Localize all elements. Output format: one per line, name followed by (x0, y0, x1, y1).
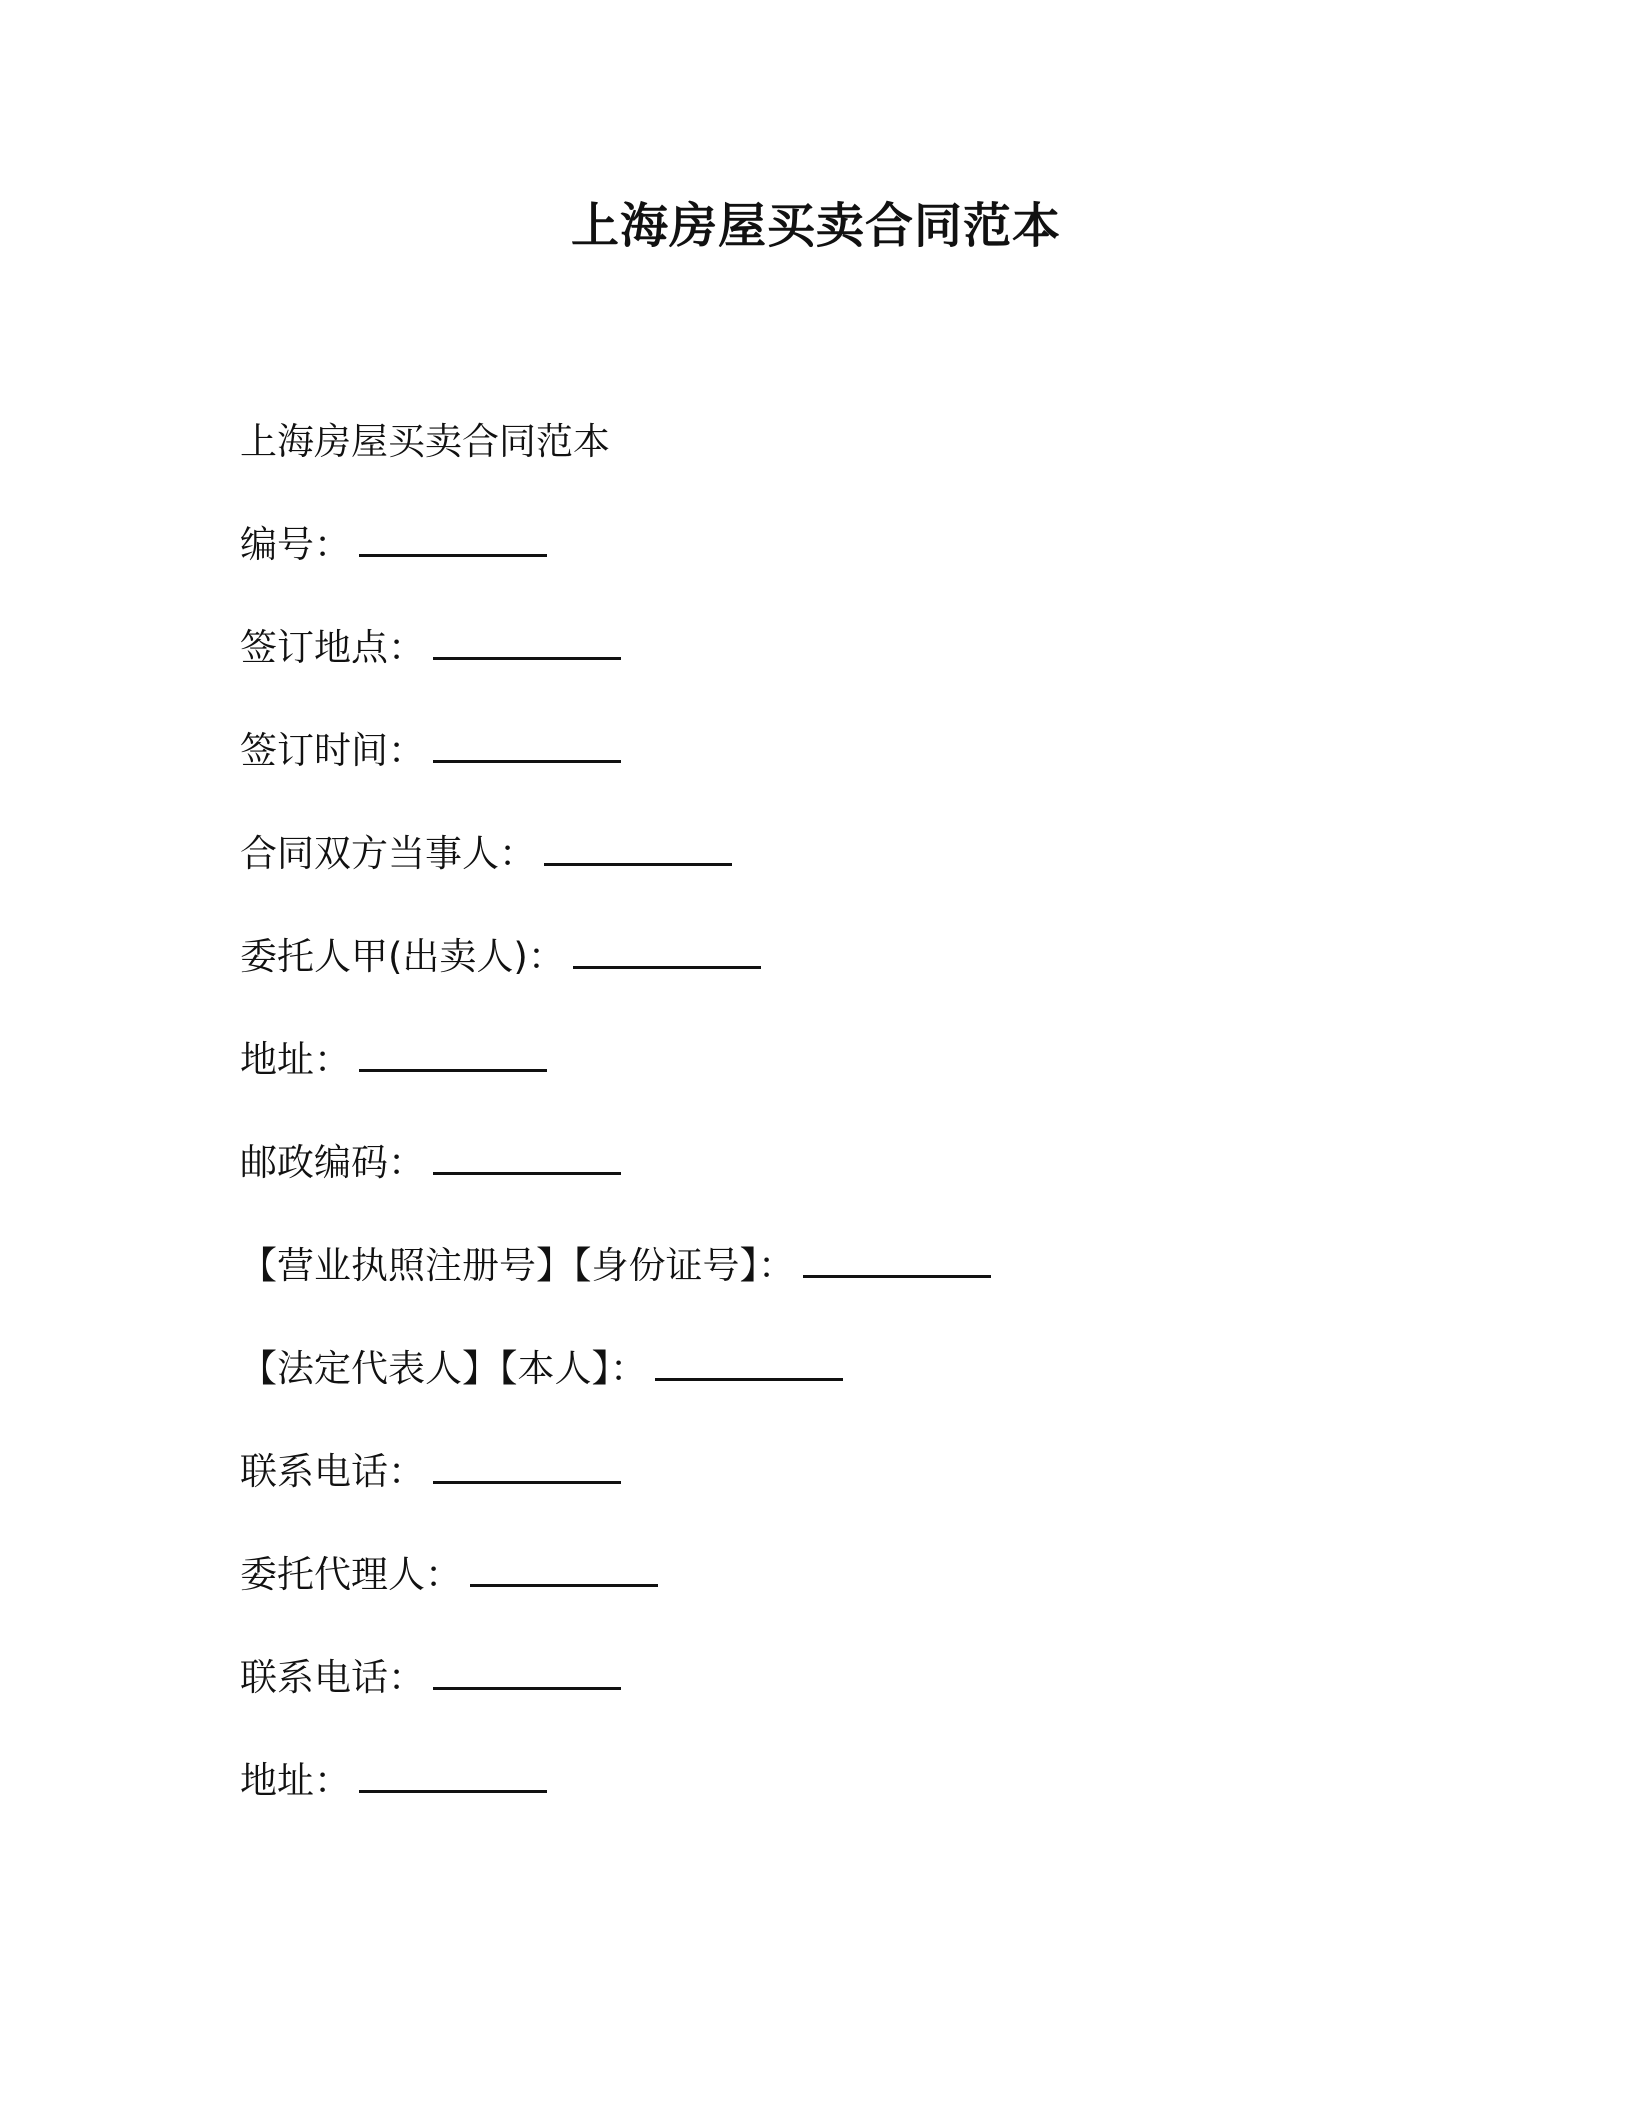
subtitle-text: 上海房屋买卖合同范本 (240, 420, 610, 463)
field-label: 【营业执照注册号】【身份证号】： (240, 1244, 795, 1287)
field-contract-number (240, 515, 1440, 618)
field-id-number (240, 1236, 1440, 1339)
blank-line (433, 730, 621, 763)
field-phone (240, 1442, 1440, 1545)
field-agent-phone (240, 1648, 1440, 1751)
field-agent-address (240, 1751, 1440, 1854)
field-label: 地址： (240, 1759, 351, 1802)
field-label: 【法定代表人】【本人】： (240, 1347, 647, 1390)
blank-line (655, 1348, 843, 1381)
blank-line (433, 1657, 621, 1690)
document-title: 上海房屋买卖合同范本 (570, 198, 1061, 254)
blank-line (433, 1142, 621, 1175)
document-body (240, 412, 1440, 1854)
field-label: 签订时间： (240, 729, 425, 772)
blank-line (359, 1760, 547, 1793)
field-label: 联系电话： (240, 1656, 425, 1699)
field-label: 签订地点： (240, 626, 425, 669)
field-seller (240, 927, 1440, 1030)
blank-line (433, 1451, 621, 1484)
field-address (240, 1030, 1440, 1133)
field-legal-representative (240, 1339, 1440, 1442)
field-label: 合同双方当事人： (240, 832, 536, 875)
field-signing-place (240, 618, 1440, 721)
blank-line (359, 524, 547, 557)
blank-line (359, 1039, 547, 1072)
field-parties (240, 824, 1440, 927)
field-label: 联系电话： (240, 1450, 425, 1493)
blank-line (544, 833, 732, 866)
document-subtitle (240, 412, 1440, 515)
field-label: 地址： (240, 1038, 351, 1081)
field-signing-time (240, 721, 1440, 824)
blank-line (573, 936, 761, 969)
field-agent (240, 1545, 1440, 1648)
field-label: 编号： (240, 523, 351, 566)
field-label: 委托人甲(出卖人)： (240, 935, 565, 978)
blank-line (803, 1245, 991, 1278)
field-label: 邮政编码： (240, 1141, 425, 1184)
field-label: 委托代理人： (240, 1553, 462, 1596)
blank-line (470, 1554, 658, 1587)
blank-line (433, 627, 621, 660)
field-postal-code (240, 1133, 1440, 1236)
